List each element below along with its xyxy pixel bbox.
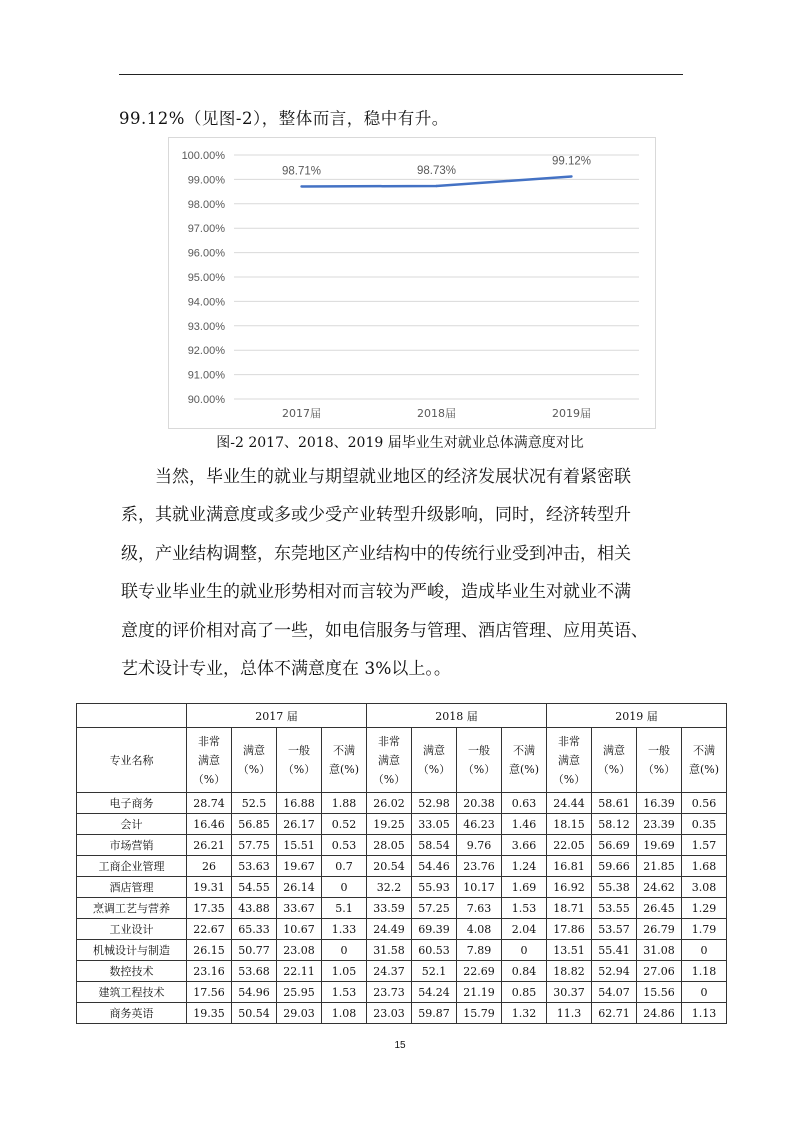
value-cell: 0 xyxy=(322,877,367,898)
value-cell: 55.41 xyxy=(592,940,637,961)
value-cell: 22.11 xyxy=(277,961,322,982)
table-row xyxy=(77,898,727,919)
sub-header-text: （%） xyxy=(552,772,586,786)
value-cell: 58.54 xyxy=(412,835,457,856)
y-tick-label: 97.00% xyxy=(187,223,225,236)
value-cell: 19.35 xyxy=(187,1003,232,1024)
y-tick-label: 91.00% xyxy=(187,369,225,382)
value-cell: 23.03 xyxy=(367,1003,412,1024)
data-point xyxy=(300,185,302,187)
value-cell: 52.94 xyxy=(592,961,637,982)
paragraph-line: 艺术设计专业，总体不满意度在 3%以上。。 xyxy=(121,659,451,680)
value-cell: 1.53 xyxy=(502,898,547,919)
value-cell: 0 xyxy=(682,940,727,961)
value-cell: 69.39 xyxy=(412,919,457,940)
table-row xyxy=(77,1003,727,1024)
value-cell: 57.75 xyxy=(232,835,277,856)
value-cell: 0.35 xyxy=(682,814,727,835)
value-cell: 24.86 xyxy=(637,1003,682,1024)
value-cell: 46.23 xyxy=(457,814,502,835)
sub-header-text: （%） xyxy=(372,772,406,786)
value-cell: 26.02 xyxy=(367,793,412,814)
value-cell: 0.7 xyxy=(322,856,367,877)
major-name-cell: 机械设计与制造 xyxy=(77,940,187,961)
value-cell: 19.31 xyxy=(187,877,232,898)
value-cell: 30.37 xyxy=(547,982,592,1003)
sub-header-text: （%） xyxy=(462,763,496,776)
value-cell: 60.53 xyxy=(412,940,457,961)
value-cell: 1.18 xyxy=(682,961,727,982)
year-header-2018: 2018 届 xyxy=(367,704,547,728)
data-label: 98.71% xyxy=(281,165,322,178)
table-year-header-row xyxy=(77,704,727,728)
value-cell: 16.81 xyxy=(547,856,592,877)
value-cell: 4.08 xyxy=(457,919,502,940)
value-cell: 26.79 xyxy=(637,919,682,940)
table-row xyxy=(77,856,727,877)
value-cell: 7.89 xyxy=(457,940,502,961)
value-cell: 25.95 xyxy=(277,982,322,1003)
value-cell: 56.85 xyxy=(232,814,277,835)
value-cell: 28.74 xyxy=(187,793,232,814)
value-cell: 1.53 xyxy=(322,982,367,1003)
value-cell: 5.1 xyxy=(322,898,367,919)
sub-header-text: 满意 xyxy=(243,744,265,757)
sub-header-text: （%） xyxy=(417,763,451,776)
value-cell: 26.21 xyxy=(187,835,232,856)
value-cell: 26.45 xyxy=(637,898,682,919)
sub-header-text: 非常 xyxy=(378,734,400,748)
major-name-cell: 会计 xyxy=(77,814,187,835)
value-cell: 0.63 xyxy=(502,793,547,814)
value-cell: 23.16 xyxy=(187,961,232,982)
page-number: 15 xyxy=(394,1040,406,1051)
sub-header-text: 一般 xyxy=(648,744,670,757)
paragraph-line: 系，其就业满意度或多或少受产业转型升级影响，同时，经济转型升 xyxy=(121,505,631,526)
value-cell: 24.44 xyxy=(547,793,592,814)
sub-header-text: 意(%) xyxy=(508,763,540,776)
table-row xyxy=(77,919,727,940)
table-row xyxy=(77,940,727,961)
value-cell: 57.25 xyxy=(412,898,457,919)
value-cell: 1.24 xyxy=(502,856,547,877)
sub-header-satisfied xyxy=(412,728,457,793)
sub-header-dissatisfied xyxy=(322,728,367,793)
x-tick-label: 2017届 xyxy=(282,407,321,420)
value-cell: 65.33 xyxy=(232,919,277,940)
value-cell: 19.25 xyxy=(367,814,412,835)
major-name-cell: 市场营销 xyxy=(77,835,187,856)
value-cell: 53.57 xyxy=(592,919,637,940)
y-tick-label: 90.00% xyxy=(187,394,225,406)
value-cell: 33.05 xyxy=(412,814,457,835)
value-cell: 23.73 xyxy=(367,982,412,1003)
value-cell: 22.67 xyxy=(187,919,232,940)
value-cell: 54.55 xyxy=(232,877,277,898)
major-name-cell: 建筑工程技术 xyxy=(77,982,187,1003)
value-cell: 13.51 xyxy=(547,940,592,961)
value-cell: 54.24 xyxy=(412,982,457,1003)
value-cell: 54.46 xyxy=(412,856,457,877)
table-sub-header-row xyxy=(77,728,727,793)
y-tick-label: 99.00% xyxy=(187,174,225,187)
value-cell: 15.51 xyxy=(277,835,322,856)
value-cell: 1.33 xyxy=(322,919,367,940)
sub-header-text: 不满 xyxy=(333,744,355,757)
major-name-cell: 工业设计 xyxy=(77,919,187,940)
sub-header-text: 满意 xyxy=(558,753,580,767)
value-cell: 53.63 xyxy=(232,856,277,877)
major-name-header: 专业名称 xyxy=(77,728,187,793)
x-tick-label: 2018届 xyxy=(417,407,456,420)
sub-header-text: 满意 xyxy=(378,753,400,767)
value-cell: 18.15 xyxy=(547,814,592,835)
sub-header-text: 非常 xyxy=(198,734,220,748)
value-cell: 3.08 xyxy=(682,877,727,898)
value-cell: 1.69 xyxy=(502,877,547,898)
value-cell: 27.06 xyxy=(637,961,682,982)
body-paragraph xyxy=(121,458,683,688)
chart-canvas xyxy=(169,138,655,428)
value-cell: 1.05 xyxy=(322,961,367,982)
satisfaction-line-chart xyxy=(168,137,656,429)
sub-header-text: （%） xyxy=(237,763,271,776)
value-cell: 1.79 xyxy=(682,919,727,940)
major-name-cell: 数控技术 xyxy=(77,961,187,982)
value-cell: 16.39 xyxy=(637,793,682,814)
sub-header-very-satisfied xyxy=(367,728,412,793)
value-cell: 0.85 xyxy=(502,982,547,1003)
table-row xyxy=(77,877,727,898)
value-cell: 0 xyxy=(322,940,367,961)
value-cell: 22.05 xyxy=(547,835,592,856)
table-row xyxy=(77,793,727,814)
value-cell: 54.07 xyxy=(592,982,637,1003)
y-tick-label: 100.00% xyxy=(181,150,225,162)
y-tick-label: 98.00% xyxy=(187,198,225,211)
value-cell: 53.68 xyxy=(232,961,277,982)
value-cell: 19.67 xyxy=(277,856,322,877)
sub-header-dissatisfied xyxy=(682,728,727,793)
major-name-cell: 酒店管理 xyxy=(77,877,187,898)
value-cell: 2.04 xyxy=(502,919,547,940)
major-name-cell: 烹调工艺与营养 xyxy=(77,898,187,919)
value-cell: 52.5 xyxy=(232,793,277,814)
value-cell: 58.12 xyxy=(592,814,637,835)
table-corner-cell xyxy=(77,704,187,728)
value-cell: 1.08 xyxy=(322,1003,367,1024)
value-cell: 10.67 xyxy=(277,919,322,940)
value-cell: 18.71 xyxy=(547,898,592,919)
value-cell: 3.66 xyxy=(502,835,547,856)
value-cell: 26 xyxy=(187,856,232,877)
value-cell: 59.66 xyxy=(592,856,637,877)
value-cell: 20.38 xyxy=(457,793,502,814)
sub-header-text: 不满 xyxy=(693,744,715,757)
value-cell: 18.82 xyxy=(547,961,592,982)
sub-header-text: 满意 xyxy=(423,744,445,757)
data-point xyxy=(435,185,437,187)
value-cell: 16.46 xyxy=(187,814,232,835)
satisfaction-table xyxy=(76,703,727,1024)
paragraph-line: 意度的评价相对高了一些，如电信服务与管理、酒店管理、应用英语、 xyxy=(121,620,648,641)
sub-header-text: 意(%) xyxy=(688,763,720,776)
value-cell: 62.71 xyxy=(592,1003,637,1024)
value-cell: 20.54 xyxy=(367,856,412,877)
table-row xyxy=(77,814,727,835)
value-cell: 22.69 xyxy=(457,961,502,982)
value-cell: 59.87 xyxy=(412,1003,457,1024)
sub-header-text: （%） xyxy=(192,772,226,786)
sub-header-text: （%） xyxy=(597,763,631,776)
value-cell: 24.62 xyxy=(637,877,682,898)
paragraph-line: 级，产业结构调整，东莞地区产业结构中的传统行业受到冲击，相关 xyxy=(121,543,631,564)
sub-header-dissatisfied xyxy=(502,728,547,793)
sub-header-text: 不满 xyxy=(513,744,535,757)
data-label: 98.73% xyxy=(416,164,457,177)
sub-header-text: （%） xyxy=(642,763,676,776)
value-cell: 23.08 xyxy=(277,940,322,961)
value-cell: 1.88 xyxy=(322,793,367,814)
value-cell: 52.98 xyxy=(412,793,457,814)
y-tick-label: 93.00% xyxy=(187,320,225,333)
value-cell: 55.93 xyxy=(412,877,457,898)
value-cell: 23.76 xyxy=(457,856,502,877)
value-cell: 33.59 xyxy=(367,898,412,919)
sub-header-text: 满意 xyxy=(603,744,625,757)
value-cell: 24.49 xyxy=(367,919,412,940)
sub-header-very-satisfied xyxy=(187,728,232,793)
value-cell: 17.86 xyxy=(547,919,592,940)
value-cell: 1.13 xyxy=(682,1003,727,1024)
value-cell: 33.67 xyxy=(277,898,322,919)
sub-header-neutral xyxy=(277,728,322,793)
value-cell: 1.32 xyxy=(502,1003,547,1024)
year-header-2019: 2019 届 xyxy=(547,704,727,728)
value-cell: 17.56 xyxy=(187,982,232,1003)
value-cell: 26.17 xyxy=(277,814,322,835)
value-cell: 1.57 xyxy=(682,835,727,856)
value-cell: 28.05 xyxy=(367,835,412,856)
value-cell: 0 xyxy=(682,982,727,1003)
value-cell: 52.1 xyxy=(412,961,457,982)
sub-header-satisfied xyxy=(232,728,277,793)
value-cell: 16.92 xyxy=(547,877,592,898)
data-point xyxy=(570,175,572,177)
value-cell: 0 xyxy=(502,940,547,961)
value-cell: 26.15 xyxy=(187,940,232,961)
value-cell: 53.55 xyxy=(592,898,637,919)
y-tick-label: 95.00% xyxy=(187,272,225,284)
value-cell: 56.69 xyxy=(592,835,637,856)
value-cell: 15.79 xyxy=(457,1003,502,1024)
sub-header-text: 意(%) xyxy=(328,763,360,776)
value-cell: 32.2 xyxy=(367,877,412,898)
value-cell: 23.39 xyxy=(637,814,682,835)
header-rule xyxy=(119,74,683,75)
value-cell: 1.68 xyxy=(682,856,727,877)
value-cell: 1.29 xyxy=(682,898,727,919)
value-cell: 0.52 xyxy=(322,814,367,835)
sub-header-satisfied xyxy=(592,728,637,793)
table-row xyxy=(77,982,727,1003)
sub-header-neutral xyxy=(637,728,682,793)
sub-header-text: 非常 xyxy=(558,734,580,748)
value-cell: 16.88 xyxy=(277,793,322,814)
value-cell: 0.56 xyxy=(682,793,727,814)
major-name-cell: 商务英语 xyxy=(77,1003,187,1024)
value-cell: 17.35 xyxy=(187,898,232,919)
major-name-cell: 工商企业管理 xyxy=(77,856,187,877)
value-cell: 1.46 xyxy=(502,814,547,835)
major-name-cell: 电子商务 xyxy=(77,793,187,814)
value-cell: 58.61 xyxy=(592,793,637,814)
sub-header-neutral xyxy=(457,728,502,793)
sub-header-text: （%） xyxy=(282,763,316,776)
value-cell: 21.85 xyxy=(637,856,682,877)
value-cell: 11.3 xyxy=(547,1003,592,1024)
value-cell: 9.76 xyxy=(457,835,502,856)
value-cell: 26.14 xyxy=(277,877,322,898)
value-cell: 54.96 xyxy=(232,982,277,1003)
table-row xyxy=(77,961,727,982)
paragraph-line: 当然，毕业生的就业与期望就业地区的经济发展状况有着紧密联 xyxy=(155,467,631,487)
year-header-2017: 2017 届 xyxy=(187,704,367,728)
sub-header-text: 满意 xyxy=(198,753,220,767)
figure-caption: 图-2 2017、2018、2019 届毕业生对就业总体满意度对比 xyxy=(216,435,584,451)
value-cell: 31.58 xyxy=(367,940,412,961)
value-cell: 31.08 xyxy=(637,940,682,961)
intro-line: 99.12%（见图-2），整体而言，稳中有升。 xyxy=(119,109,449,128)
value-cell: 50.77 xyxy=(232,940,277,961)
sub-header-text: 一般 xyxy=(288,744,310,757)
value-cell: 50.54 xyxy=(232,1003,277,1024)
value-cell: 43.88 xyxy=(232,898,277,919)
y-tick-label: 96.00% xyxy=(187,247,225,260)
value-cell: 15.56 xyxy=(637,982,682,1003)
x-tick-label: 2019届 xyxy=(552,407,591,420)
value-cell: 21.19 xyxy=(457,982,502,1003)
data-label: 99.12% xyxy=(551,155,592,168)
value-cell: 0.84 xyxy=(502,961,547,982)
value-cell: 55.38 xyxy=(592,877,637,898)
y-tick-label: 92.00% xyxy=(187,345,225,358)
value-cell: 19.69 xyxy=(637,835,682,856)
value-cell: 0.53 xyxy=(322,835,367,856)
sub-header-very-satisfied xyxy=(547,728,592,793)
y-tick-label: 94.00% xyxy=(187,296,225,309)
value-cell: 24.37 xyxy=(367,961,412,982)
value-cell: 7.63 xyxy=(457,898,502,919)
sub-header-text: 一般 xyxy=(468,744,490,757)
table-row xyxy=(77,835,727,856)
value-cell: 10.17 xyxy=(457,877,502,898)
paragraph-line: 联专业毕业生的就业形势相对而言较为严峻，造成毕业生对就业不满 xyxy=(121,582,631,603)
value-cell: 29.03 xyxy=(277,1003,322,1024)
